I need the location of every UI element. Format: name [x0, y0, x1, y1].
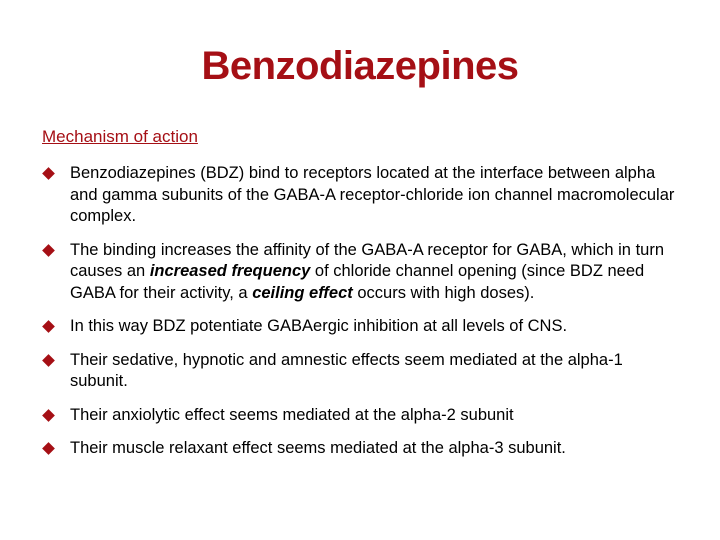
diamond-bullet-icon	[42, 244, 55, 257]
bullet-item	[42, 405, 682, 427]
diamond-bullet-icon	[42, 320, 55, 333]
bullet-item	[42, 438, 682, 460]
bullet-text: Their anxiolytic effect seems mediated at the alpha-2 subunit	[70, 405, 514, 424]
section-heading: Mechanism of action	[42, 127, 198, 146]
bullet-text-part: of chloride channel opening (since BDZ need GABA for their activity, a	[70, 262, 645, 302]
diamond-bullet-icon	[42, 409, 55, 422]
bullet-text-part: The binding increases the affinity of the GABA-A receptor for GABA, which in turn causes an	[70, 240, 664, 280]
emphasis-ceiling-effect: ceiling effect	[252, 283, 353, 302]
bullet-item	[42, 163, 682, 228]
bullet-item	[42, 350, 682, 393]
bullet-text: Benzodiazepines (BDZ) bind to receptors located at the interface between alpha and gamma subunits of the GABA-A receptor-chloride ion channel macromolecular complex.	[70, 164, 675, 225]
bullet-text: Their muscle relaxant effect seems mediated at the alpha-3 subunit.	[70, 439, 566, 457]
diamond-bullet-icon	[42, 442, 55, 455]
bullet-text-part: occurs with high doses).	[352, 283, 535, 302]
bullet-list	[42, 163, 682, 472]
diamond-bullet-icon	[42, 167, 55, 180]
bullet-text: In this way BDZ potentiate GABAergic inhibition at all levels of CNS.	[70, 317, 568, 335]
bullet-text: Their sedative, hypnotic and amnestic effects seem mediated at the alpha-1 subunit.	[70, 350, 623, 390]
emphasis-increased-frequency: increased frequency	[149, 262, 311, 280]
bullet-item	[42, 316, 682, 338]
slide-title: Benzodiazepines	[201, 44, 519, 88]
bullet-item	[42, 240, 682, 305]
diamond-bullet-icon	[42, 354, 55, 367]
